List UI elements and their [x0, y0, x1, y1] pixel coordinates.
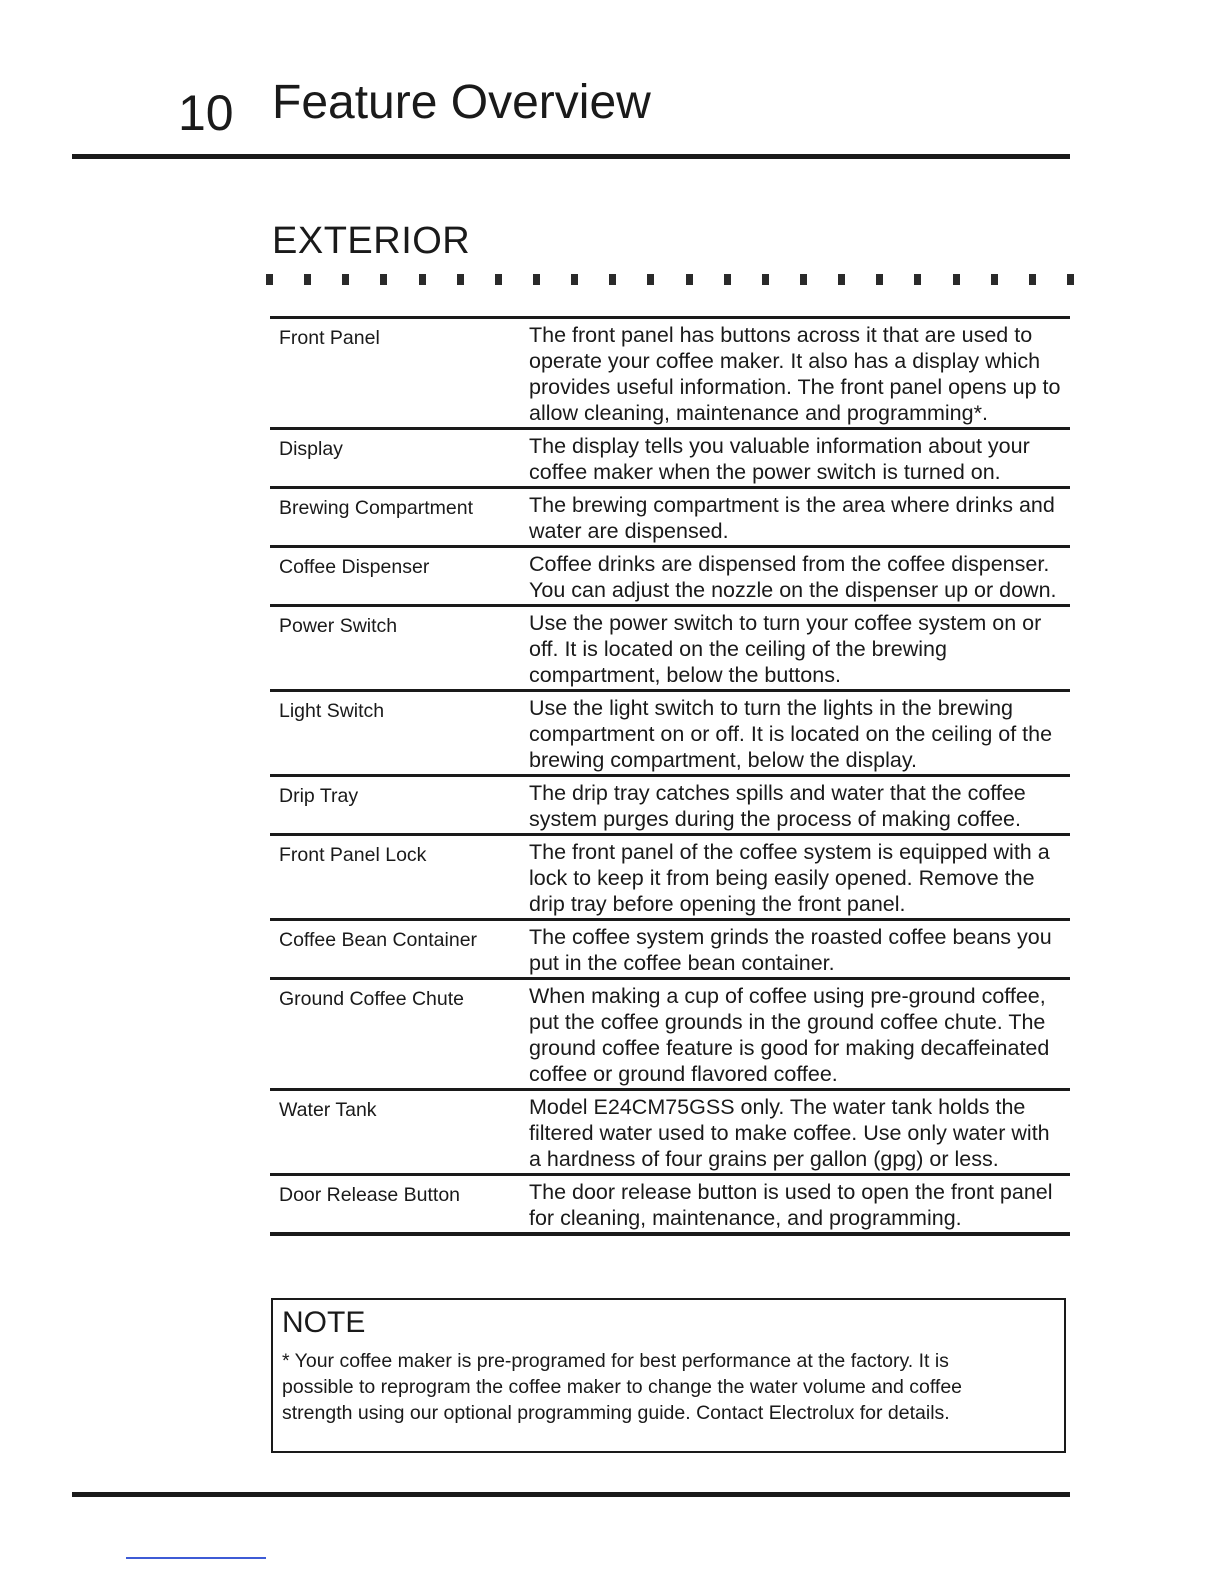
- feature-row: [270, 547, 1070, 606]
- feature-description: Model E24CM75GSS only. The water tank holds the filtered water used to make coffee. Use only water with a hardness of four grains per gallon (gpg) or less.: [529, 1095, 1050, 1171]
- feature-description: The front panel has buttons across it that are used to operate your coffee maker. It also has a display which provides useful information. The front panel opens up to allow cleaning, maintenance and programming*.: [529, 323, 1061, 425]
- feature-description: Coffee drinks are dispensed from the coffee dispenser. You can adjust the nozzle on the dispenser up or down.: [529, 552, 1057, 602]
- divider-dot: [762, 274, 769, 285]
- feature-row: [270, 318, 1070, 429]
- divider-dot: [647, 274, 654, 285]
- feature-name: Front Panel: [279, 327, 380, 349]
- divider-dot: [457, 274, 464, 285]
- feature-row: [270, 920, 1070, 979]
- divider-dot: [380, 274, 387, 285]
- note-title: NOTE: [282, 1306, 366, 1339]
- feature-row: [270, 691, 1070, 776]
- section-title: EXTERIOR: [272, 220, 471, 262]
- feature-name: Front Panel Lock: [279, 844, 427, 866]
- divider-dot: [686, 274, 693, 285]
- feature-description: The front panel of the coffee system is equipped with a lock to keep it from being easily opened. Remove the drip tray before opening the front panel.: [529, 840, 1050, 916]
- divider-dot: [800, 274, 807, 285]
- feature-description: The brewing compartment is the area where drinks and water are dispensed.: [529, 493, 1055, 543]
- feature-row: [270, 776, 1070, 835]
- divider-dot: [304, 274, 311, 285]
- feature-row: [270, 835, 1070, 920]
- section-divider-dots: [266, 274, 1074, 285]
- feature-name: Power Switch: [279, 615, 398, 637]
- divider-dot: [571, 274, 578, 285]
- divider-dot: [342, 274, 349, 285]
- feature-description: The drip tray catches spills and water that the coffee system purges during the process of making coffee.: [529, 781, 1026, 831]
- divider-dot: [876, 274, 883, 285]
- feature-description: Use the light switch to turn the lights in the brewing compartment on or off. It is located on the ceiling of the brewing compartment, below the display.: [529, 696, 1053, 772]
- divider-dot: [495, 274, 502, 285]
- footer-rule: [72, 1492, 1070, 1497]
- feature-row: [270, 1175, 1070, 1235]
- feature-name: Drip Tray: [279, 785, 359, 807]
- feature-name: Coffee Bean Container: [279, 929, 478, 951]
- note-text: * Your coffee maker is pre-programed for best performance at the factory. It is possible to reprogram the coffee maker to change the water volume and coffee strength using our optional programming guide. Contact Electrolux for details.: [282, 1350, 963, 1424]
- divider-dot: [533, 274, 540, 285]
- page-number: 10: [178, 85, 234, 141]
- feature-name: Light Switch: [279, 700, 385, 722]
- footer-mark: [126, 1557, 266, 1559]
- feature-description: The coffee system grinds the roasted coffee beans you put in the coffee bean container.: [529, 925, 1052, 975]
- divider-dot: [914, 274, 921, 285]
- divider-dot: [1029, 274, 1036, 285]
- feature-row: [270, 1090, 1070, 1175]
- feature-table: [270, 316, 1070, 1236]
- feature-description: The display tells you valuable information about your coffee maker when the power switch is turned on.: [529, 434, 1030, 484]
- divider-dot: [266, 274, 273, 285]
- feature-name: Display: [279, 438, 343, 460]
- feature-description: The door release button is used to open the front panel for cleaning, maintenance, and programming.: [529, 1180, 1053, 1230]
- divider-dot: [724, 274, 731, 285]
- feature-description: When making a cup of coffee using pre-ground coffee, put the coffee grounds in the ground coffee chute. The ground coffee feature is good for making decaffeinated coffee or ground flavored coffee.: [529, 984, 1050, 1086]
- divider-dot: [838, 274, 845, 285]
- divider-dot: [419, 274, 426, 285]
- divider-dot: [609, 274, 616, 285]
- feature-name: Water Tank: [279, 1099, 377, 1121]
- divider-dot: [991, 274, 998, 285]
- feature-description: Use the power switch to turn your coffee system on or off. It is located on the ceiling of the brewing compartment, below the buttons.: [529, 611, 1042, 687]
- header-rule: [72, 154, 1070, 159]
- feature-name: Door Release Button: [279, 1184, 461, 1206]
- feature-row: [270, 606, 1070, 691]
- feature-row: [270, 429, 1070, 488]
- page-header: [178, 72, 651, 141]
- feature-row: [270, 488, 1070, 547]
- feature-name: Coffee Dispenser: [279, 556, 430, 578]
- divider-dot: [953, 274, 960, 285]
- divider-dot: [1067, 274, 1074, 285]
- feature-name: Ground Coffee Chute: [279, 988, 465, 1010]
- feature-name: Brewing Compartment: [279, 497, 473, 519]
- page-title: Feature Overview: [272, 76, 651, 129]
- note-box: [271, 1298, 1066, 1453]
- feature-row: [270, 979, 1070, 1090]
